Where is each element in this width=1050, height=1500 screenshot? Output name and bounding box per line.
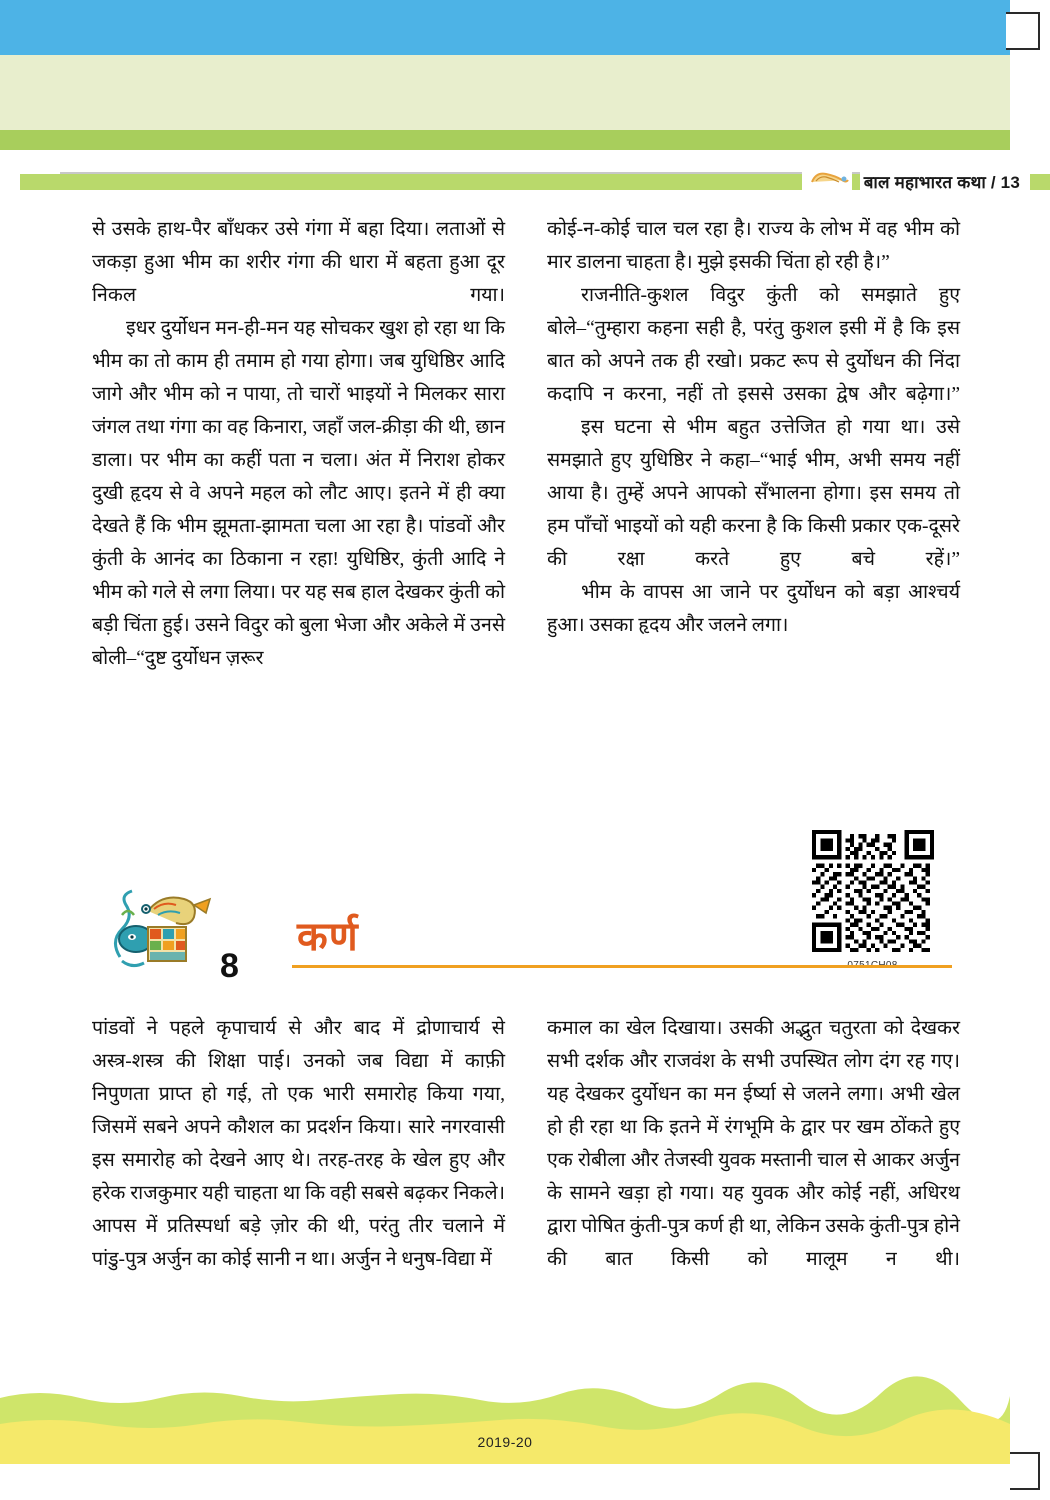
top-right-column	[547, 213, 960, 675]
paragraph: राजनीति‑कुशल विदुर कुंती को समझाते हुए बोले–“तुम्हारा कहना सही है, परंतु कुशल इसी में है कि इस बात को अपने तक ही रखो। प्रकट रूप से दुर्योधन की निंदा कदापि न करना, नहीं तो इससे उसका द्वेष और बढ़ेगा।”	[547, 285, 960, 405]
footer-decorative-band	[0, 1364, 1010, 1464]
chapter-opener	[92, 865, 960, 995]
conch-icon-svg	[808, 168, 852, 190]
paragraph: पांडवों ने पहले कृपाचार्य से और बाद में द्रोणाचार्य से अस्त्र‑शस्त्र की शिक्षा पाई। उनको जब विद्या में काफ़ी निपुणता प्राप्त हो गई, तो एक भारी समारोह किया गया, जिसमें सबने अपने कौशल का प्रदर्शन किया। सारे नगरवासी इस समारोह को देखने आए थे। तरह‑तरह के खेल हुए और हरेक राजकुमार यही चाहता था कि वही सबसे बढ़कर निकले। आपस में प्रतिस्पर्धा बड़े ज़ोर की थी, परंतु तीर चलाने में पांडु‑पुत्र अर्जुन का कोई सानी न था। अर्जुन ने धनुष‑विद्या में	[92, 1018, 505, 1270]
paragraph: कोई‑न‑कोई चाल चल रहा है। राज्य के लोभ में वह भीम को मार डालना चाहता है। मुझे इसकी चिंता हो रही है।”	[547, 219, 960, 273]
running-header	[802, 168, 1030, 195]
top-blue-band	[0, 0, 1010, 60]
folk-art-motif-svg	[102, 865, 222, 985]
paragraph: भीम के वापस आ जाने पर दुर्योधन को बड़ा आश्चर्य हुआ। उसका हृदय और जलने लगा।	[547, 582, 960, 636]
chapter-rule	[292, 965, 952, 968]
bottom-text-columns	[92, 1012, 960, 1276]
top-left-column	[92, 213, 505, 675]
bottom-right-crop-mark	[1006, 1452, 1040, 1490]
page-title: बाल महाभारत कथा / 13	[860, 168, 1030, 195]
chapter-title: कर्ण	[297, 914, 359, 959]
paragraph: इस घटना से भीम बहुत उत्तेजित हो गया था। उसे समझाते हुए युधिष्ठिर ने कहा–“भाई भीम, अभी समय नहीं आया है। तुम्हें अपने आपको सँभालना होगा। इस समय तो हम पाँचों भाइयों को यही करना है कि किसी प्रकार एक‑दूसरे की रक्षा करते हुए बचे रहें।”	[547, 417, 960, 570]
frieze-green-strip	[0, 130, 1010, 150]
top-right-crop-mark	[1006, 12, 1040, 50]
paragraph: से उसके हाथ‑पैर बाँधकर उसे गंगा में बहा दिया। लताओं से जकड़ा हुआ भीम का शरीर गंगा की धारा में बहता हुआ दूर निकल गया।	[92, 219, 505, 306]
bottom-right-column	[547, 1012, 960, 1276]
paragraph: कमाल का खेल दिखाया। उसकी अद्भुत चतुरता को देखकर सभी दर्शक और राजवंश के सभी उपस्थित लोग दंग रह गए। यह देखकर दुर्योधन का मन ईर्ष्या से जलने लगा। अभी खेल हो ही रहा था कि इतने में रंगभूमि के द्वार पर खम ठोंकते हुए एक रोबीला और तेजस्वी युवक मस्तानी चाल से आकर अर्जुन के सामने खड़ा हो गया। यह युवक और कोई नहीं, अधिरथ द्वारा पोषित कुंती‑पुत्र कर्ण ही था, लेकिन उसके कुंती‑पुत्र होने की बात किसी को मालूम न थी।	[547, 1018, 960, 1270]
footer-white-margin	[0, 1464, 1010, 1500]
paragraph: इधर दुर्योधन मन‑ही‑मन यह सोचकर खुश हो रहा था कि भीम का तो काम ही तमाम हो गया होगा। जब युधिष्ठिर आदि जागे और भीम को न पाया, तो चारों भाइयों ने मिलकर सारा जंगल तथा गंगा का वह किनारा, जहाँ जल‑क्रीड़ा की थी, छान डाला। पर भीम का कहीं पता न चला। अंत में निराश होकर दुखी हृदय से वे अपने महल को लौट आए। इतने में ही क्या देखते हैं कि भीम झूमता‑झामता चला आ रहा है। पांडवों और कुंती के आनंद का ठिकाना न रहा! युधिष्ठिर, कुंती आदि ने भीम को गले से लगा लिया। पर यह सब हाल देखकर कुंती को बड़ी चिंता हुई। उसने विदुर को बुला भेजा और अकेले में उनसे बोली–“दुष्ट दुर्योधन ज़रूर	[92, 318, 505, 669]
warrior-frieze-illustration	[0, 55, 1010, 150]
bottom-left-column	[92, 1012, 505, 1276]
chapter-number: 8	[220, 947, 239, 985]
folk-art-motif-icon	[102, 865, 222, 985]
conch-emblem-icon	[802, 168, 852, 195]
footer-year: 2019-20	[477, 1434, 533, 1450]
top-text-columns	[92, 213, 960, 675]
